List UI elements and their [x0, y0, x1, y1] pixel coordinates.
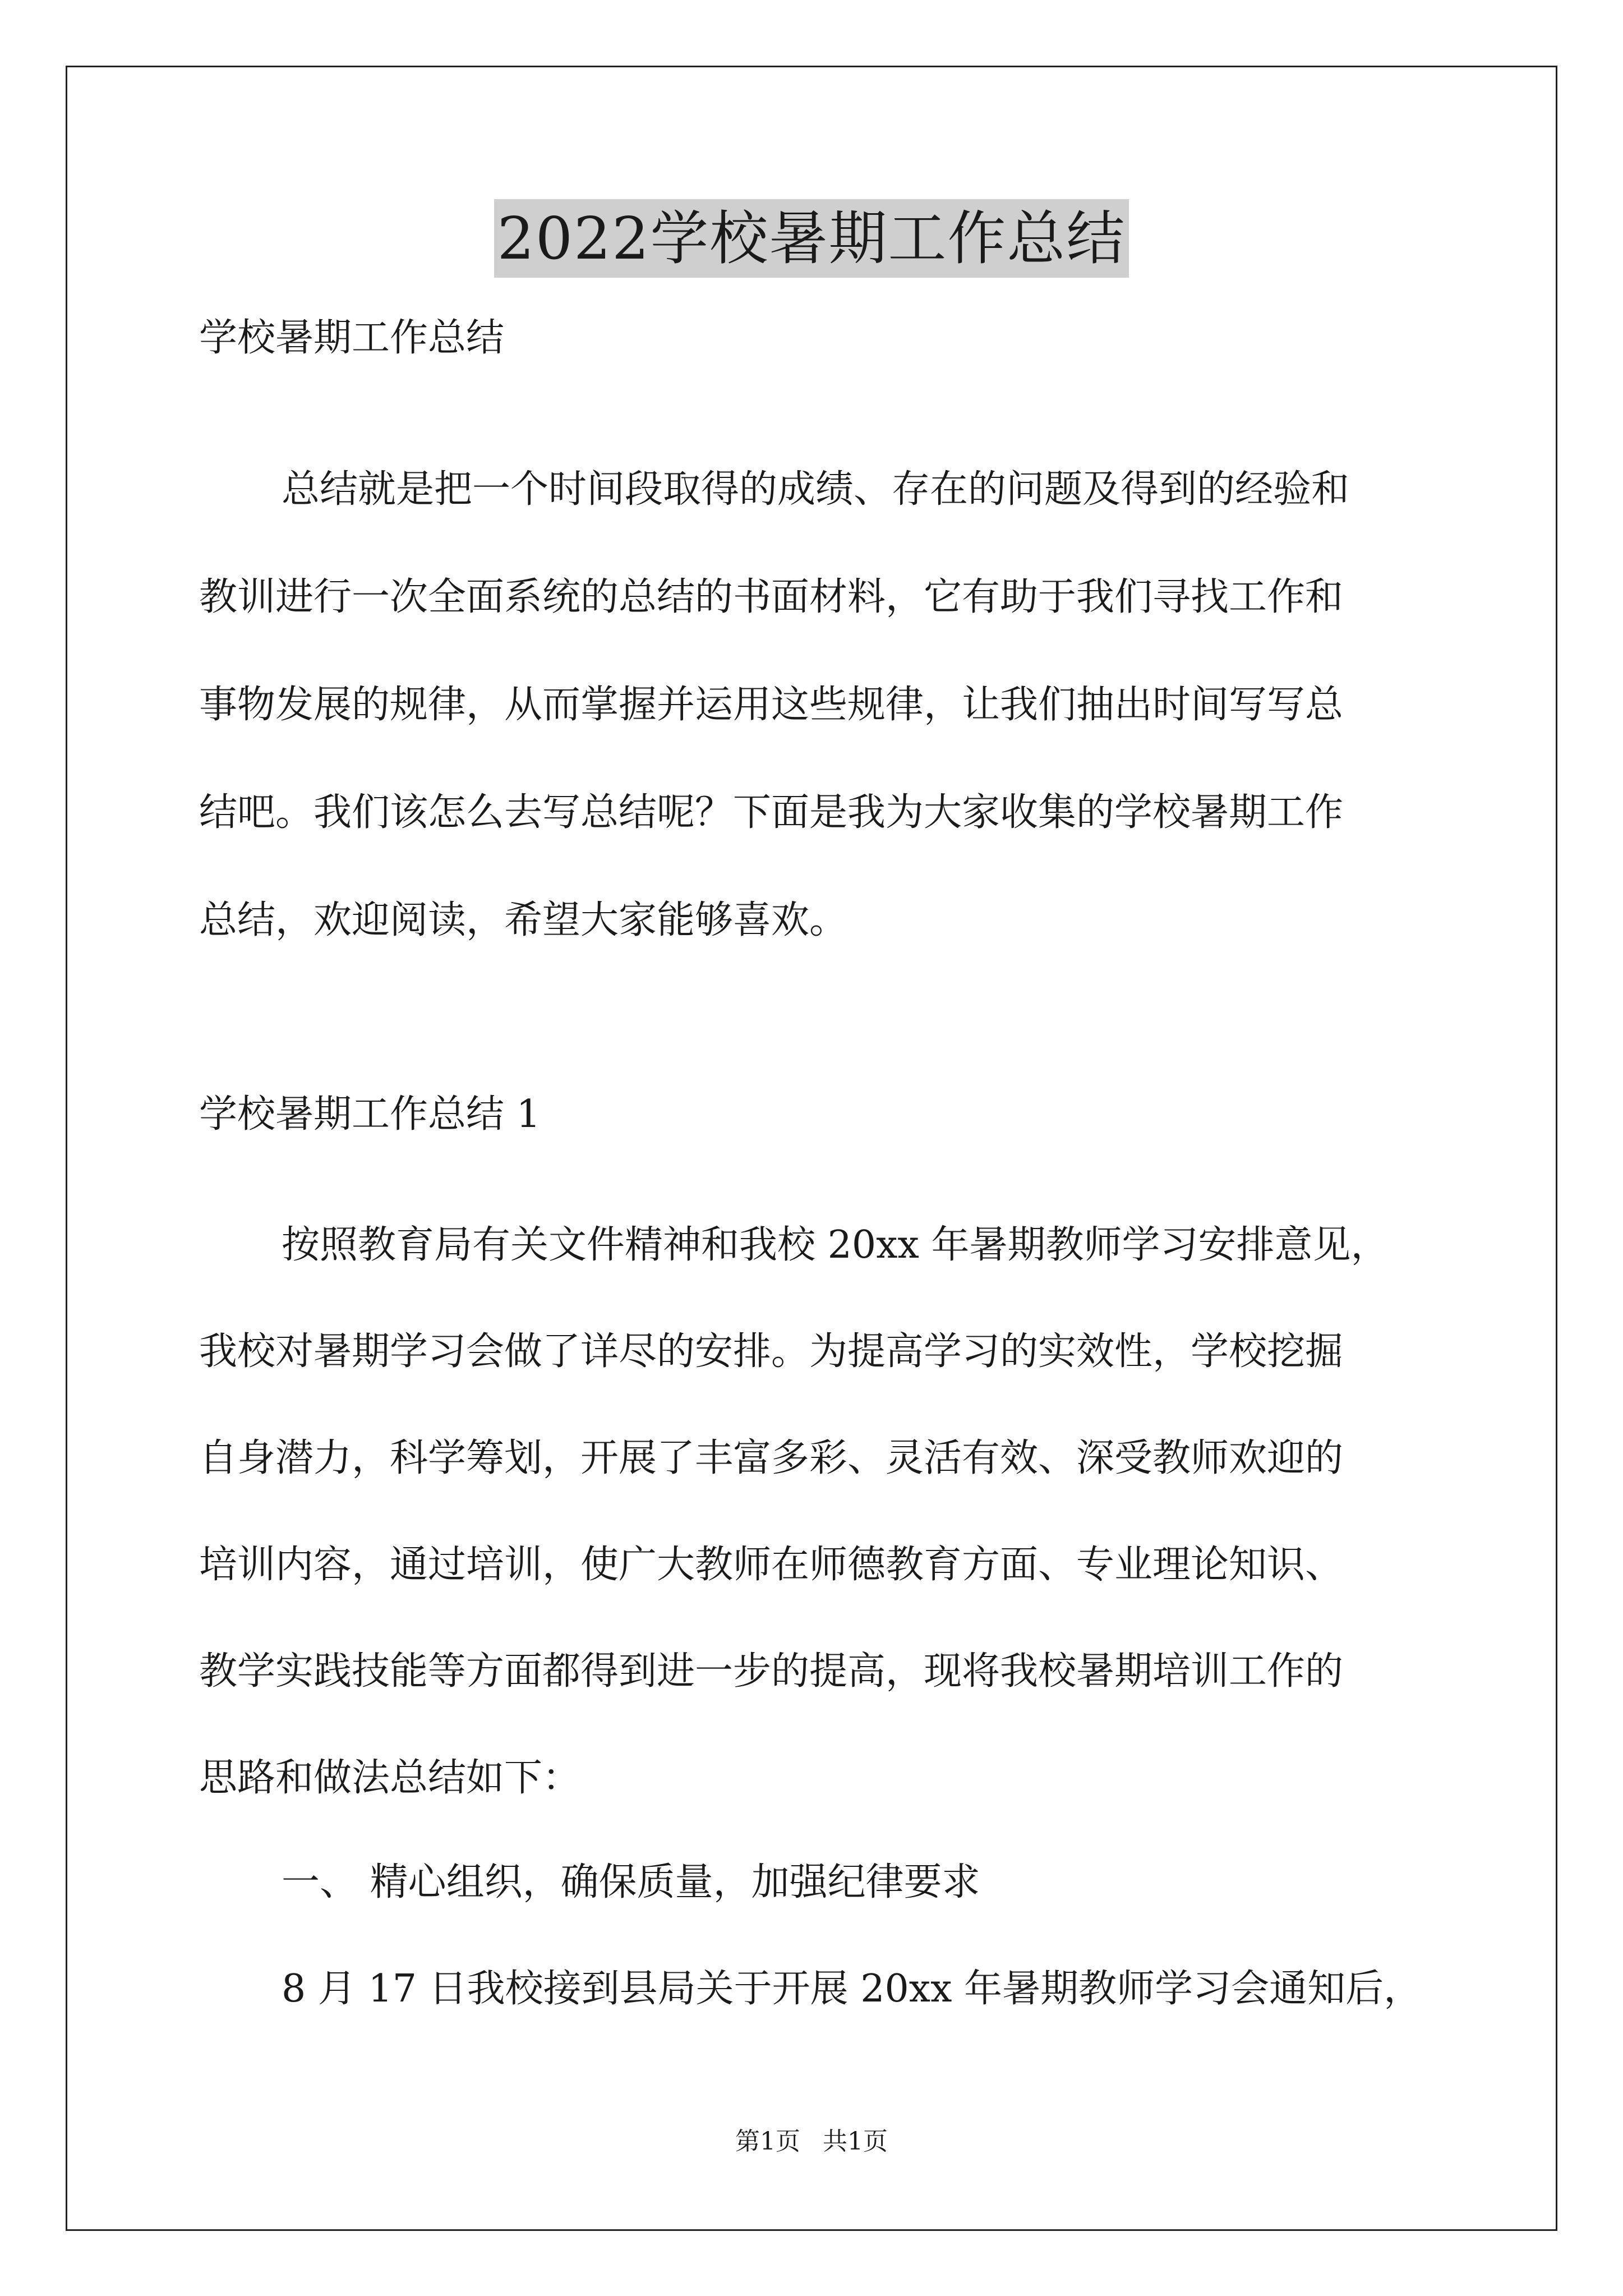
document-title: 2022学校暑期工作总结: [494, 199, 1129, 278]
paragraph-line: 按照教育局有关文件精神和我校 20xx 年暑期教师学习安排意见，: [282, 1223, 1389, 1267]
paragraph-line: 思路和做法总结如下：: [199, 1756, 581, 1800]
page-footer: [0, 2125, 1623, 2159]
paragraph-line: 培训内容，通过培训，使广大教师在师德教育方面、专业理论知识、: [199, 1543, 1344, 1587]
page-total: 共1页: [823, 2127, 888, 2156]
subtitle-line: 学校暑期工作总结: [199, 316, 505, 360]
paragraph-line: 教训进行一次全面系统的总结的书面材料，它有助于我们寻找工作和: [199, 575, 1344, 619]
page-number: 第1页: [735, 2127, 800, 2156]
paragraph-line: 教学实践技能等方面都得到进一步的提高，现将我校暑期培训工作的: [199, 1649, 1344, 1694]
paragraph-line: 事物发展的规律，从而掌握并运用这些规律，让我们抽出时间写写总: [199, 683, 1344, 727]
section-heading: 学校暑期工作总结 1: [199, 1092, 541, 1137]
paragraph-line: 总结就是把一个时间段取得的成绩、存在的问题及得到的经验和: [282, 467, 1350, 512]
subsection-heading: 一、 精心组织，确保质量，加强纪律要求: [282, 1860, 980, 1904]
paragraph-line: 我校对暑期学习会做了详尽的安排。为提高学习的实效性，学校挖掘: [199, 1329, 1344, 1374]
paragraph-line: 8 月 17 日我校接到县局关于开展 20xx 年暑期教师学习会通知后，: [282, 1967, 1422, 2011]
title-container: [0, 199, 1623, 278]
page-border: [66, 66, 1557, 2231]
paragraph-line: 自身潜力，科学筹划，开展了丰富多彩、灵活有效、深受教师欢迎的: [199, 1436, 1344, 1480]
paragraph-line: 结吧。我们该怎么去写总结呢？下面是我为大家收集的学校暑期工作: [199, 790, 1344, 835]
paragraph-line: 总结，欢迎阅读，希望大家能够喜欢。: [199, 898, 848, 942]
